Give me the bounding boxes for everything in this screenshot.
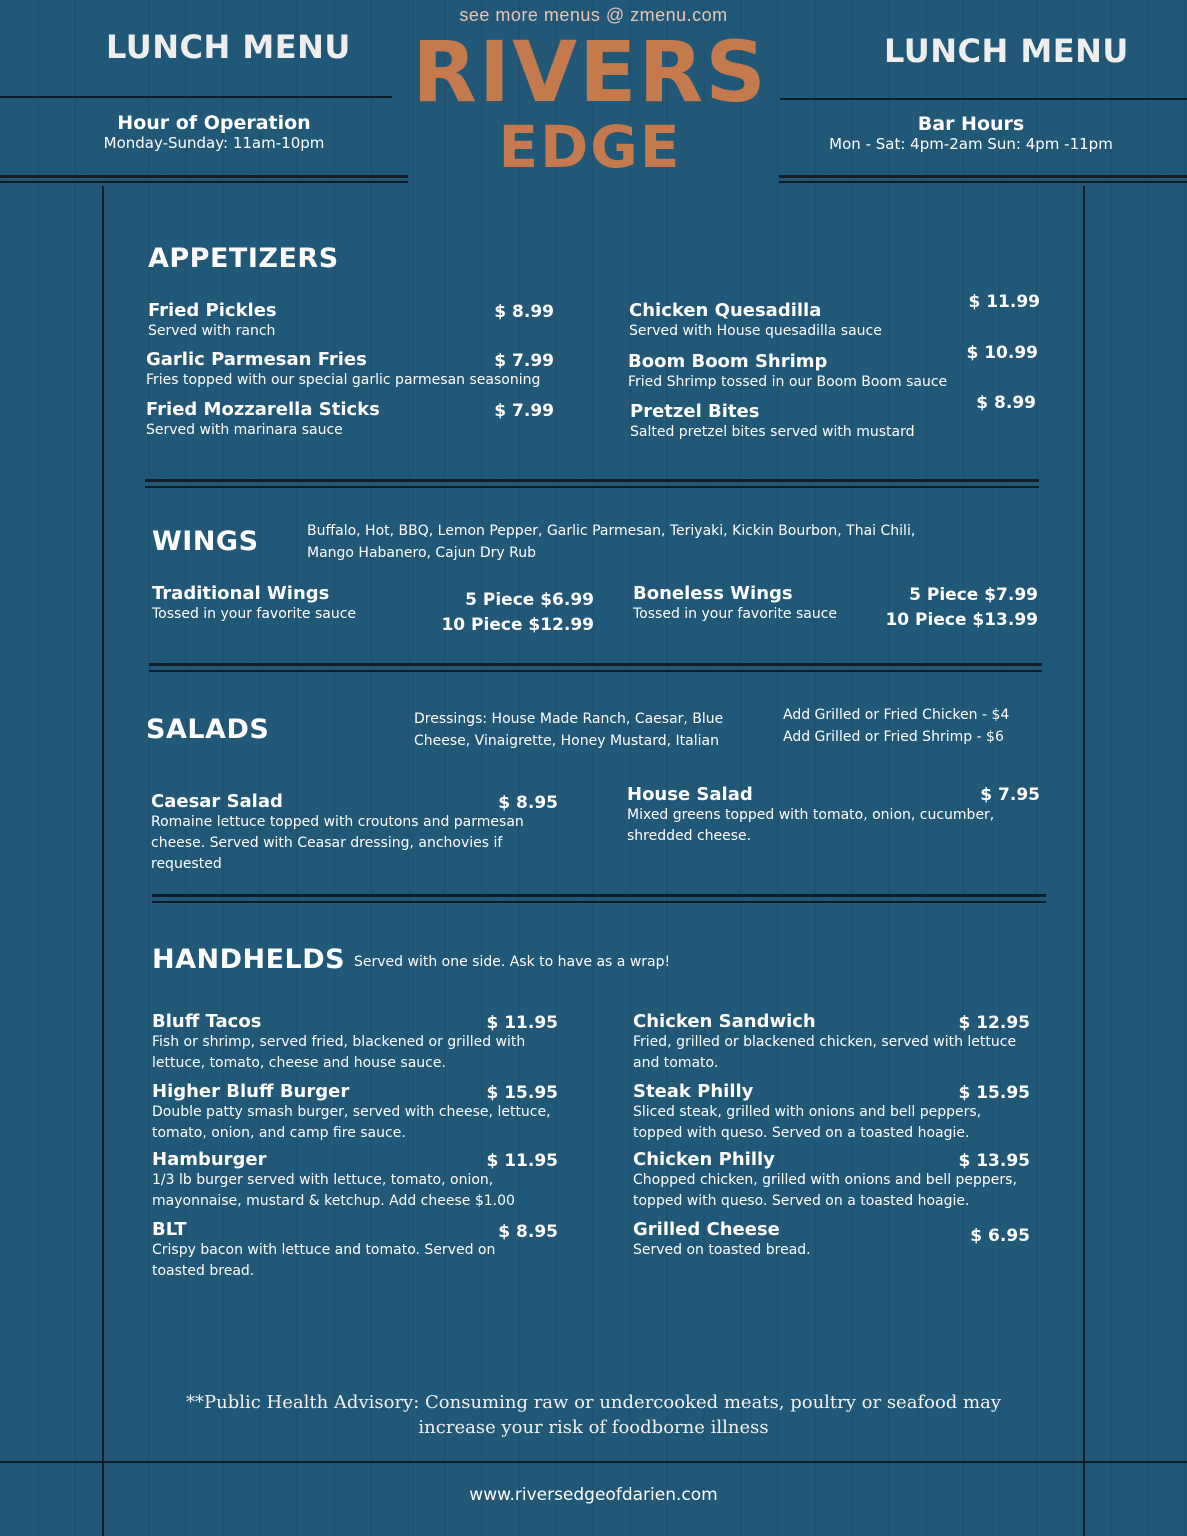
bar-hours-title: Bar Hours bbox=[917, 113, 1025, 135]
website-link[interactable]: www.riversedgeofdarien.com bbox=[469, 1485, 718, 1505]
header-divider-left bbox=[0, 96, 392, 98]
item-name: Boom Boom Shrimp bbox=[628, 351, 828, 372]
item-desc: Sliced steak, grilled with onions and bell peppers, topped with queso. Served on a toasted hoagie. bbox=[633, 1104, 982, 1141]
item-price: $ 11.95 bbox=[486, 1013, 558, 1033]
item-price: $ 8.95 bbox=[498, 793, 558, 813]
item-name: Caesar Salad bbox=[151, 791, 283, 812]
item-price: $ 12.95 bbox=[958, 1013, 1030, 1033]
item-name: Fried Pickles bbox=[148, 300, 277, 321]
item-price: 5 Piece $6.99 bbox=[465, 590, 594, 610]
section-divider bbox=[145, 486, 1039, 488]
menu-item bbox=[630, 401, 970, 443]
frame-right-line bbox=[1083, 186, 1085, 1536]
lunch-menu-title-left: LUNCH MENU bbox=[106, 28, 351, 66]
item-price: $ 15.95 bbox=[486, 1083, 558, 1103]
item-desc: Served with ranch bbox=[148, 323, 276, 339]
frame-left-line bbox=[102, 186, 104, 1536]
item-price: 10 Piece $13.99 bbox=[885, 610, 1038, 630]
item-desc: Served with House quesadilla sauce bbox=[629, 323, 882, 339]
wings-title: WINGS bbox=[152, 526, 259, 557]
menu-item bbox=[629, 300, 969, 342]
item-name: Fried Mozzarella Sticks bbox=[146, 399, 380, 420]
header-bottom-line-right-2 bbox=[779, 181, 1187, 183]
section-divider bbox=[152, 901, 1046, 903]
wing-flavors: Buffalo, Hot, BBQ, Lemon Pepper, Garlic Parmesan, Teriyaki, Kickin Bourbon, Thai Chili, Mango Habanero, Cajun Dry Rub bbox=[307, 523, 916, 561]
addon-shrimp: Add Grilled or Fried Shrimp - $6 bbox=[783, 729, 1004, 745]
menu-item bbox=[633, 583, 893, 625]
item-desc: Fried Shrimp tossed in our Boom Boom sauce bbox=[628, 374, 948, 390]
menu-item bbox=[628, 351, 968, 393]
hours-title: Hour of Operation bbox=[117, 112, 311, 134]
header-bottom-line-left bbox=[0, 175, 408, 178]
item-name: Higher Bluff Burger bbox=[152, 1081, 350, 1102]
item-price: $ 8.99 bbox=[976, 393, 1036, 413]
item-name: Boneless Wings bbox=[633, 583, 793, 604]
item-name: Grilled Cheese bbox=[633, 1219, 780, 1240]
menu-item bbox=[152, 583, 452, 625]
logo bbox=[405, 23, 775, 181]
item-desc: Served on toasted bread. bbox=[633, 1242, 811, 1258]
handhelds-title: HANDHELDS bbox=[152, 944, 346, 975]
bar-hours-block bbox=[790, 113, 1152, 153]
salad-addons bbox=[783, 704, 1043, 748]
item-desc: Fries topped with our special garlic parmesan seasoning bbox=[146, 372, 541, 388]
item-desc: 1/3 lb burger served with lettuce, tomato, onion, mayonnaise, mustard & ketchup. Add cheese $1.00 bbox=[152, 1172, 515, 1209]
item-price: 10 Piece $12.99 bbox=[441, 615, 594, 635]
item-name: Chicken Quesadilla bbox=[629, 300, 822, 321]
item-desc: Tossed in your favorite sauce bbox=[633, 606, 838, 622]
item-name: House Salad bbox=[627, 784, 753, 805]
item-price: $ 11.95 bbox=[486, 1151, 558, 1171]
footer-divider bbox=[0, 1461, 1187, 1463]
item-name: Traditional Wings bbox=[152, 583, 330, 604]
wing-prices bbox=[874, 583, 1038, 633]
header-bottom-line-left-2 bbox=[0, 181, 408, 183]
item-desc: Served with marinara sauce bbox=[146, 422, 343, 438]
health-advisory: **Public Health Advisory: Consuming raw or undercooked meats, poultry or seafood may increase your risk of foodborne illness bbox=[186, 1392, 1001, 1438]
item-price: $ 15.95 bbox=[958, 1083, 1030, 1103]
item-desc: Salted pretzel bites served with mustard bbox=[630, 424, 915, 440]
item-name: BLT bbox=[152, 1219, 187, 1240]
salad-dressings: Dressings: House Made Ranch, Caesar, Blue Cheese, Vinaigrette, Honey Mustard, Italian bbox=[414, 711, 724, 749]
header-divider-right bbox=[780, 98, 1187, 100]
item-desc: Romaine lettuce topped with croutons and parmesan cheese. Served with Ceasar dressing, anchovies if requested bbox=[151, 814, 524, 872]
section-divider bbox=[149, 670, 1042, 672]
handhelds-subtitle: Served with one side. Ask to have as a wrap! bbox=[354, 954, 671, 970]
section-divider bbox=[152, 894, 1046, 897]
item-name: Chicken Philly bbox=[633, 1149, 775, 1170]
item-price: $ 7.99 bbox=[494, 401, 554, 421]
wing-prices bbox=[430, 588, 594, 638]
item-desc: Chopped chicken, grilled with onions and bell peppers, topped with queso. Served on a toasted hoagie. bbox=[633, 1172, 1017, 1209]
item-desc: Crispy bacon with lettuce and tomato. Served on toasted bread. bbox=[152, 1242, 496, 1279]
logo-rivers: RIVERS bbox=[412, 23, 768, 121]
item-desc: Fish or shrimp, served fried, blackened or grilled with lettuce, tomato, cheese and house sauce. bbox=[152, 1034, 526, 1071]
item-name: Steak Philly bbox=[633, 1081, 754, 1102]
appetizers-title: APPETIZERS bbox=[148, 243, 339, 274]
item-desc: Mixed greens topped with tomato, onion, cucumber, shredded cheese. bbox=[627, 807, 995, 844]
item-name: Chicken Sandwich bbox=[633, 1011, 816, 1032]
item-desc: Fried, grilled or blackened chicken, served with lettuce and tomato. bbox=[633, 1034, 1017, 1071]
header-bottom-line-right bbox=[779, 175, 1187, 178]
item-name: Hamburger bbox=[152, 1149, 267, 1170]
item-price: $ 8.95 bbox=[498, 1222, 558, 1242]
item-name: Bluff Tacos bbox=[152, 1011, 262, 1032]
item-price: 5 Piece $7.99 bbox=[909, 585, 1038, 605]
item-price: $ 10.99 bbox=[966, 343, 1038, 363]
item-price: $ 11.99 bbox=[968, 292, 1040, 312]
logo-edge: EDGE bbox=[498, 113, 682, 181]
item-price: $ 6.95 bbox=[970, 1226, 1030, 1246]
item-desc: Tossed in your favorite sauce bbox=[152, 606, 357, 622]
zmenu-banner[interactable]: see more menus @ zmenu.com bbox=[459, 5, 728, 25]
item-price: $ 7.99 bbox=[494, 351, 554, 371]
bar-hours-text: Mon - Sat: 4pm-2am Sun: 4pm -11pm bbox=[829, 135, 1113, 153]
lunch-menu-title-right: LUNCH MENU bbox=[884, 32, 1129, 70]
item-price: $ 7.95 bbox=[980, 785, 1040, 805]
section-divider bbox=[149, 663, 1042, 666]
item-price: $ 8.99 bbox=[494, 302, 554, 322]
section-divider bbox=[145, 479, 1039, 482]
salads-title: SALADS bbox=[146, 714, 270, 745]
item-name: Pretzel Bites bbox=[630, 401, 760, 422]
hours-text: Monday-Sunday: 11am-10pm bbox=[103, 134, 325, 152]
addon-chicken: Add Grilled or Fried Chicken - $4 bbox=[783, 707, 1010, 723]
item-name: Garlic Parmesan Fries bbox=[146, 349, 367, 370]
item-desc: Double patty smash burger, served with cheese, lettuce, tomato, onion, and camp fire sauce. bbox=[152, 1104, 551, 1141]
hours-block bbox=[40, 112, 388, 152]
item-price: $ 13.95 bbox=[958, 1151, 1030, 1171]
